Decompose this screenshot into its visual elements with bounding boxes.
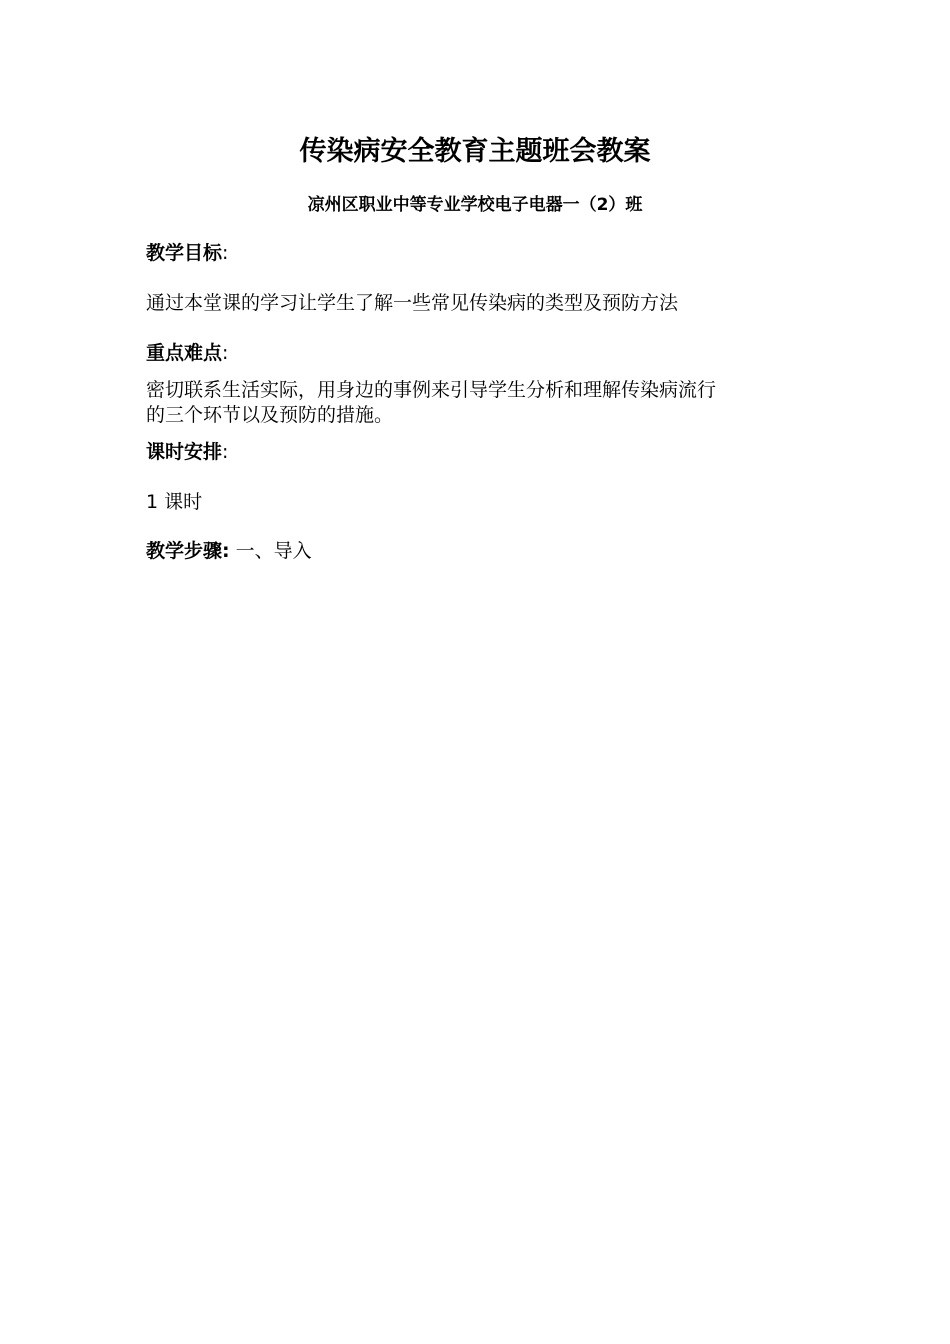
keypoints-label: 重点难点 — [146, 342, 223, 364]
objective-label: 教学目标 — [146, 242, 223, 264]
document-title: 传染病安全教育主题班会教案 — [299, 136, 651, 167]
keypoints-text-line2: 的三个环节以及预防的措施。 — [146, 404, 394, 426]
steps-heading — [146, 539, 312, 563]
steps-first-item: 一、导入 — [229, 540, 312, 562]
keypoints-heading — [146, 341, 228, 365]
objective-colon: : — [222, 242, 229, 264]
schedule-label: 课时安排 — [146, 441, 223, 463]
objective-text: 通过本堂课的学习让学生了解一些常见传染病的类型及预防方法 — [146, 292, 679, 314]
steps-label: 教学步骤: — [146, 540, 230, 562]
schedule-colon: : — [222, 441, 229, 463]
keypoints-colon: : — [222, 342, 229, 364]
schedule-text: 1 课时 — [146, 491, 203, 513]
schedule-heading — [146, 440, 228, 464]
objective-heading — [146, 241, 228, 265]
document-subtitle: 凉州区职业中等专业学校电子电器一（2）班 — [307, 195, 643, 215]
keypoints-text-line1: 密切联系生活实际，用身边的事例来引导学生分析和理解传染病流行 — [146, 379, 717, 401]
